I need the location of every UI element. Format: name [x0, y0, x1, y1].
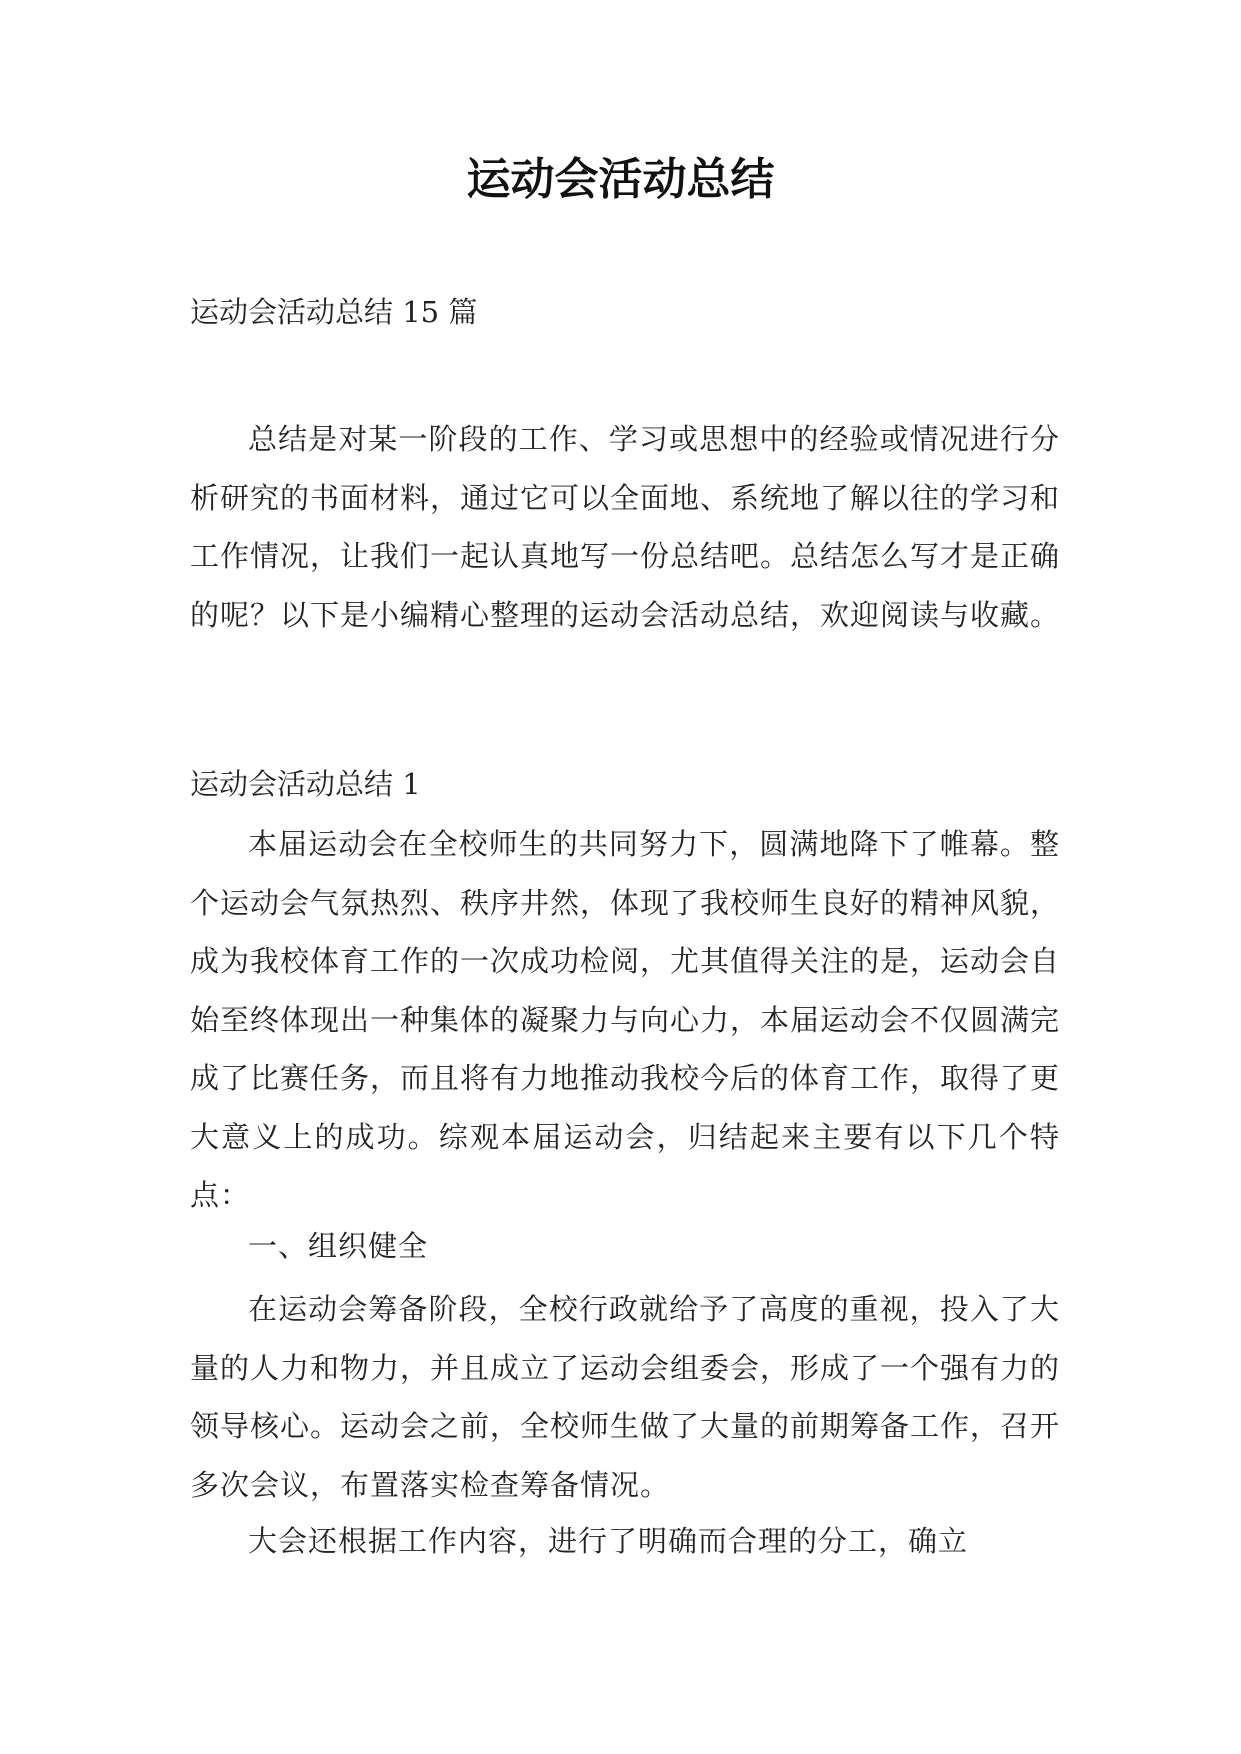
document-title: 运动会活动总结 [466, 154, 775, 205]
section-paragraph: 在运动会筹备阶段，全校行政就给予了高度的重视，投入了大量的人力和物力，并且成立了运动会组委会，形成了一个强有力的领导核心。运动会之前，全校师生做了大量的前期筹备工作，召开多次会议，布置落实检查筹备情况。 [190, 1292, 1061, 1502]
intro-paragraph: 总结是对某一阶段的工作、学习或思想中的经验或情况进行分析研究的书面材料，通过它可以全面地、系统地了解以往的学习和工作情况，让我们一起认真地写一份总结吧。总结怎么写才是正确的呢？以下是小编精心整理的运动会活动总结，欢迎阅读与收藏。 [190, 422, 1061, 632]
item-heading: 一、组织健全 [248, 1229, 429, 1263]
section-heading: 运动会活动总结 1 [190, 767, 421, 801]
section-paragraph: 本届运动会在全校师生的共同努力下，圆满地降下了帷幕。整个运动会气氛热烈、秩序井然，体现了我校师生良好的精神风貌，成为我校体育工作的一次成功检阅，尤其值得关注的是，运动会自始至终体现出一种集体的凝聚力与向心力，本届运动会不仅圆满完成了比赛任务，而且将有力地推动我校今后的体育工作，取得了更大意义上的成功。综观本届运动会，归结起来主要有以下几个特点： [190, 827, 1061, 1212]
section-paragraph: 大会还根据工作内容，进行了明确而合理的分工，确立 [248, 1524, 969, 1558]
document-subtitle: 运动会活动总结 15 篇 [190, 295, 478, 329]
